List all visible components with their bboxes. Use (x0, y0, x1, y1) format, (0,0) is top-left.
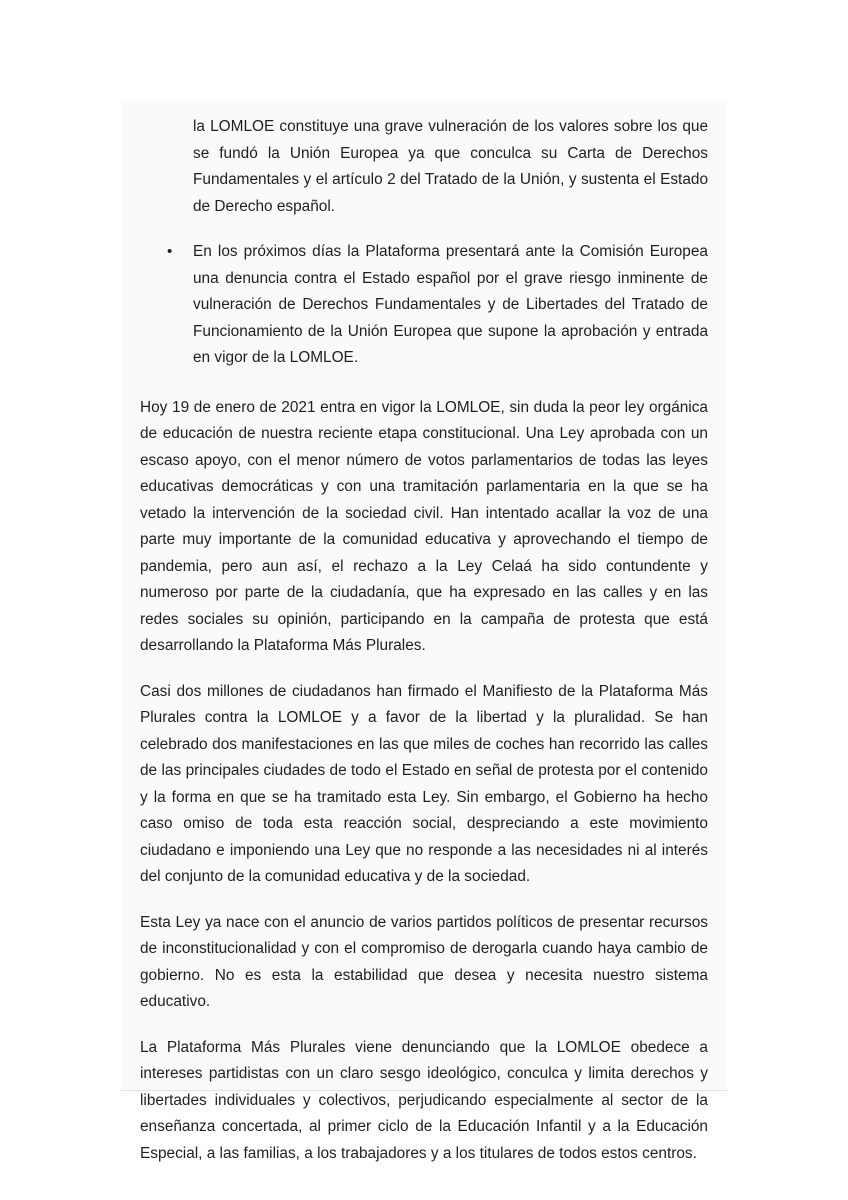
paragraph: Hoy 19 de enero de 2021 entra en vigor la LOMLOE, sin duda la peor ley orgánica de educación de nuestra reciente etapa constitucional. Una Ley aprobada con un escaso apoyo, con el menor número de votos parlamentarios de todas las leyes educativas democráticas y con una tramitación parlamentaria en la que se ha vetado la intervención de la sociedad civil. Han intentado acallar la voz de una parte muy importante de la comunidad educativa y aprovechando el tiempo de pandemia, pero aun así, el rechazo a la Ley Celaá ha sido contundente y numeroso por parte de la ciudadanía, que ha expresado en las calles y en las redes sociales su opinión, participando en la campaña de protesta que está desarrollando la Plataforma Más Plurales. (140, 398, 708, 654)
paragraph: Esta Ley ya nace con el anuncio de varios partidos políticos de presentar recursos de inconstitucionalidad y con el compromiso de derogarla cuando haya cambio de gobierno. No es esta la estabilidad que desea y necesita nuestro sistema educativo. (140, 913, 708, 1010)
document-body (140, 114, 708, 1167)
bullet-dot: • (167, 243, 173, 260)
bullet-text: la LOMLOE constituye una grave vulneración de los valores sobre los que se fundó la Unión Europea ya que conculca su Carta de Derechos Fundamentales y el artículo 2 del Tratado de la Unión, y sustenta el Estado de Derecho español. (193, 118, 708, 215)
bullet-continuation (140, 114, 708, 220)
paragraph: Casi dos millones de ciudadanos han firmado el Manifiesto de la Plataforma Más Plurales contra la LOMLOE y a favor de la libertad y la pluralidad. Se han celebrado dos manifestaciones en las que miles de coches han recorrido las calles de las principales ciudades de todo el Estado en señal de protesta por el contenido y la forma en que se ha tramitado esta Ley. Sin embargo, el Gobierno ha hecho caso omiso de toda esta reacción social, despreciando a este movimiento ciudadano e imponiendo una Ley que no responde a las necesidades ni al interés del conjunto de la comunidad educativa y de la sociedad. (140, 682, 708, 885)
bullet-text: En los próximos días la Plataforma presentará ante la Comisión Europea una denuncia contra el Estado español por el grave riesgo inminente de vulneración de Derechos Fundamentales y de Libertades del Tratado de Funcionamiento de la Unión Europea que supone la aprobación y entrada en vigor de la LOMLOE. (193, 243, 708, 366)
paragraph: La Plataforma Más Plurales viene denunciando que la LOMLOE obedece a intereses partidistas con un claro sesgo ideológico, conculca y limita derechos y libertades individuales y colectivos, perjudicando especialmente al sector de la enseñanza concertada, al primer ciclo de la Educación Infantil y a la Educación Especial, a las familias, a los trabajadores y a los titulares de todos estos centros. (140, 1038, 708, 1162)
bullet-item (140, 239, 708, 372)
